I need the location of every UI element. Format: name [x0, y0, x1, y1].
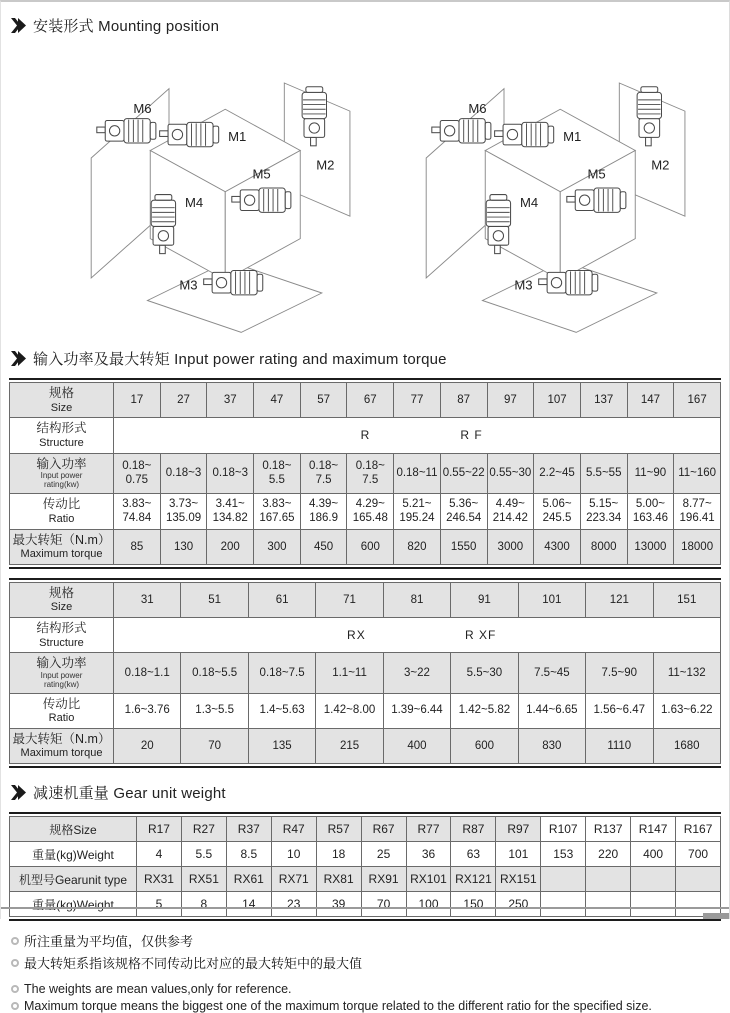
weight-cell: [631, 892, 676, 917]
size-cell: R167: [676, 817, 721, 842]
power-cell: 7.5~​45: [518, 653, 585, 693]
row-label-power: 输入功率 Input power rating(kw): [10, 653, 114, 693]
gearunit-type-cell: RX81: [316, 867, 361, 892]
power-cell: 11~​90: [627, 453, 674, 493]
size-cell: 151: [653, 582, 721, 617]
ratio-cell: 1.42~​5.82: [451, 693, 518, 728]
size-cell: 87: [440, 383, 487, 418]
weight-cell: 700: [676, 842, 721, 867]
weight-cell: 400: [631, 842, 676, 867]
torque-cell: 820: [394, 529, 441, 564]
power-cell: 3~​22: [383, 653, 450, 693]
section-marker-icon: [11, 785, 26, 800]
power-cell: 0.18~​7.5: [248, 653, 315, 693]
gearunit-type-cell: [631, 867, 676, 892]
gearunit-type-cell: RX151: [496, 867, 541, 892]
weight-cell: 39: [316, 892, 361, 917]
ratio-cell: 1.39~​6.44: [383, 693, 450, 728]
torque-cell: 85: [114, 529, 161, 564]
torque-cell: 20: [114, 728, 181, 763]
size-cell: R17: [137, 817, 182, 842]
power-cell: 0.18~​5.5: [254, 453, 301, 493]
mounting-diagram-left: [39, 38, 374, 338]
weight-cell: 153: [541, 842, 586, 867]
weight-section-header: [1, 782, 729, 803]
table-row-power: [10, 653, 721, 693]
size-cell: 51: [181, 582, 248, 617]
weight-cell: 10: [271, 842, 316, 867]
power-cell: 11~​132: [653, 653, 721, 693]
size-cell: 27: [160, 383, 207, 418]
structure-cell: [114, 418, 721, 453]
mounting-diagram-right: [374, 38, 709, 338]
torque-cell: 1680: [653, 728, 721, 763]
ratio-cell: 3.73~​135.09: [160, 493, 207, 529]
gearunit-type-cell: [586, 867, 631, 892]
size-cell: 167: [674, 383, 721, 418]
bullet-ring-icon: [11, 937, 19, 945]
torque-cell: 200: [207, 529, 254, 564]
power-cell: 0.18~​11: [394, 453, 441, 493]
weight-cell: 220: [586, 842, 631, 867]
weight-cell: 25: [361, 842, 406, 867]
ratio-cell: 5.21~​195.24: [394, 493, 441, 529]
gearunit-type-cell: [541, 867, 586, 892]
note-line: [11, 931, 719, 950]
row-label-structure: 结构形式 Structure: [10, 618, 114, 653]
row-label-ratio: 传动比 Ratio: [10, 693, 114, 728]
size-cell: 97: [487, 383, 534, 418]
ratio-cell: 3.83~​167.65: [254, 493, 301, 529]
structure-rx: RX: [347, 628, 366, 643]
size-cell: 121: [586, 582, 653, 617]
torque-cell: 400: [383, 728, 450, 763]
weight-section-title: 减速机重量 Gear unit weight: [33, 785, 226, 803]
ratio-cell: 1.6~​3.76: [114, 693, 181, 728]
size-cell: 61: [248, 582, 315, 617]
torque-cell: 8000: [580, 529, 627, 564]
ratio-cell: 3.41~​134.82: [207, 493, 254, 529]
ratio-cell: 4.29~​165.48: [347, 493, 394, 529]
power-section-header: [1, 348, 729, 369]
size-cell: R27: [181, 817, 226, 842]
row-label-size: 规格Size: [10, 817, 137, 842]
size-cell: 67: [347, 383, 394, 418]
size-cell: R37: [226, 817, 271, 842]
size-cell: R57: [316, 817, 361, 842]
power-section-title: 输入功率及最大转矩 Input power rating and maximum torque: [33, 351, 447, 368]
gearunit-type-cell: RX121: [451, 867, 496, 892]
weight-cell: 101: [496, 842, 541, 867]
ratio-cell: 3.83~​74.84: [114, 493, 161, 529]
weight-cell: 36: [406, 842, 451, 867]
row-label-power: 输入功率 Input power rating(kw): [10, 453, 114, 493]
power-cell: 0.18~​5.5: [181, 653, 248, 693]
weight-cell: [541, 892, 586, 917]
table-row-structure: [10, 618, 721, 653]
power-cell: 5.5~​30: [451, 653, 518, 693]
weight-cell: 18: [316, 842, 361, 867]
power-table-2: [9, 582, 721, 764]
power-cell: 0.18~​3: [207, 453, 254, 493]
gearunit-type-cell: RX91: [361, 867, 406, 892]
size-cell: R137: [586, 817, 631, 842]
torque-cell: 3000: [487, 529, 534, 564]
weight-cell: 63: [451, 842, 496, 867]
weight-cell: 8.5: [226, 842, 271, 867]
size-cell: R97: [496, 817, 541, 842]
size-cell: 37: [207, 383, 254, 418]
power-cell: 7.5~​90: [586, 653, 653, 693]
size-cell: 77: [394, 383, 441, 418]
ratio-cell: 5.36~​246.54: [440, 493, 487, 529]
power-cell: 11~​160: [674, 453, 721, 493]
table-row-weight-2: [10, 892, 721, 917]
torque-cell: 13000: [627, 529, 674, 564]
note-text: The weights are mean values,only for reference.: [24, 982, 292, 997]
note-text: Maximum torque means the biggest one of the maximum torque related to the different ratio for the specified size.: [24, 999, 652, 1013]
table-row-power: [10, 453, 721, 493]
size-cell: 101: [518, 582, 585, 617]
weight-cell: 23: [271, 892, 316, 917]
power-cell: 0.18~​7.5: [347, 453, 394, 493]
note-text: 最大转矩系指该规格不同传动比对应的最大转矩中的最大值: [24, 956, 363, 972]
ratio-cell: 4.49~​214.42: [487, 493, 534, 529]
ratio-cell: 1.4~​5.63: [248, 693, 315, 728]
size-cell: 137: [580, 383, 627, 418]
size-cell: 71: [316, 582, 383, 617]
ratio-cell: 1.3~​5.5: [181, 693, 248, 728]
page-bottom-rule: [1, 907, 729, 909]
weight-cell: 4: [137, 842, 182, 867]
table-row-ratio: [10, 693, 721, 728]
size-cell: 47: [254, 383, 301, 418]
mounting-section-header: [1, 15, 729, 36]
torque-cell: 1550: [440, 529, 487, 564]
table-row-size: [10, 582, 721, 617]
row-label-weight: 重量(kg)Weight: [10, 842, 137, 867]
power-cell: 0.18~​7.5: [300, 453, 347, 493]
torque-cell: 830: [518, 728, 585, 763]
torque-cell: 600: [451, 728, 518, 763]
row-label-ratio: 传动比 Ratio: [10, 493, 114, 529]
size-cell: 147: [627, 383, 674, 418]
page-corner-tab: [703, 913, 729, 919]
bullet-ring-icon: [11, 985, 19, 993]
note-text: 所注重量为平均值，仅供参考: [24, 934, 194, 950]
torque-cell: 130: [160, 529, 207, 564]
power-table-2-wrap: [9, 578, 721, 768]
gearunit-type-cell: RX71: [271, 867, 316, 892]
weight-cell: 100: [406, 892, 451, 917]
size-cell: 57: [300, 383, 347, 418]
footnotes-zh: [11, 931, 719, 972]
table-row-size: [10, 817, 721, 842]
torque-cell: 135: [248, 728, 315, 763]
torque-cell: 18000: [674, 529, 721, 564]
structure-cell: [114, 618, 721, 653]
structure-rxf: R XF: [464, 628, 497, 643]
weight-cell: 70: [361, 892, 406, 917]
weight-cell: 5.5: [181, 842, 226, 867]
torque-cell: 70: [181, 728, 248, 763]
weight-cell: [586, 892, 631, 917]
weight-cell: 8: [181, 892, 226, 917]
ratio-cell: 1.56~​6.47: [586, 693, 653, 728]
power-cell: 2.2~​45: [534, 453, 581, 493]
gearunit-type-cell: RX51: [181, 867, 226, 892]
row-label-size: 规格 Size: [10, 383, 114, 418]
size-cell: R107: [541, 817, 586, 842]
gearunit-type-cell: RX101: [406, 867, 451, 892]
weight-table: [9, 816, 721, 917]
ratio-cell: 5.00~​163.46: [627, 493, 674, 529]
power-cell: 0.55~​30: [487, 453, 534, 493]
row-label-gearunit-type: 机型号Gearunit type: [10, 867, 137, 892]
structure-r: R: [360, 428, 371, 443]
ratio-cell: 1.42~​8.00: [316, 693, 383, 728]
weight-cell: 14: [226, 892, 271, 917]
section-marker-icon: [11, 351, 26, 366]
table-row-size: [10, 383, 721, 418]
bullet-ring-icon: [11, 1002, 19, 1010]
row-label-structure: 结构形式 Structure: [10, 418, 114, 453]
power-cell: 0.55~​22: [440, 453, 487, 493]
note-line: [11, 953, 719, 972]
torque-cell: 300: [254, 529, 301, 564]
weight-cell: 5: [137, 892, 182, 917]
size-cell: R147: [631, 817, 676, 842]
power-table-1: [9, 382, 721, 565]
structure-rf: R F: [460, 428, 483, 443]
size-cell: R47: [271, 817, 316, 842]
power-cell: 1.1~​11: [316, 653, 383, 693]
torque-cell: 600: [347, 529, 394, 564]
size-cell: R77: [406, 817, 451, 842]
torque-cell: 450: [300, 529, 347, 564]
gearunit-type-cell: [676, 867, 721, 892]
power-cell: 0.18~​3: [160, 453, 207, 493]
note-line: [11, 982, 719, 996]
row-label-size: 规格 Size: [10, 582, 114, 617]
ratio-cell: 8.77~​196.41: [674, 493, 721, 529]
power-cell: 5.5~​55: [580, 453, 627, 493]
table-row-structure: [10, 418, 721, 453]
size-cell: 17: [114, 383, 161, 418]
size-cell: 81: [383, 582, 450, 617]
ratio-cell: 5.15~​223.34: [580, 493, 627, 529]
size-cell: R67: [361, 817, 406, 842]
table-row-torque: [10, 529, 721, 564]
section-marker-icon: [11, 18, 26, 33]
torque-cell: 1110: [586, 728, 653, 763]
mounting-section-title: 安装形式 Mounting position: [33, 18, 220, 35]
footnotes: [1, 921, 729, 1013]
power-cell: 0.18~​0.75: [114, 453, 161, 493]
weight-cell: 250: [496, 892, 541, 917]
gearunit-type-cell: RX61: [226, 867, 271, 892]
bullet-ring-icon: [11, 959, 19, 967]
torque-cell: 215: [316, 728, 383, 763]
power-cell: 0.18~​1.1: [114, 653, 181, 693]
weight-table-wrap: [9, 812, 721, 921]
ratio-cell: 1.44~​6.65: [518, 693, 585, 728]
size-cell: 107: [534, 383, 581, 418]
gearunit-type-cell: RX31: [137, 867, 182, 892]
footnotes-en: [11, 982, 719, 1013]
ratio-cell: 4.39~​186.9: [300, 493, 347, 529]
row-label-weight-2: 重量(kg)Weight: [10, 892, 137, 917]
mounting-diagrams: [1, 36, 729, 338]
power-table-1-wrap: [9, 378, 721, 569]
table-row-ratio: [10, 493, 721, 529]
ratio-cell: 5.06~​245.5: [534, 493, 581, 529]
size-cell: 31: [114, 582, 181, 617]
table-row-gearunit-type: [10, 867, 721, 892]
size-cell: 91: [451, 582, 518, 617]
table-row-torque: [10, 728, 721, 763]
row-label-torque: 最大转矩（N.m） Maximum torque: [10, 728, 114, 763]
row-label-torque: 最大转矩（N.m） Maximum torque: [10, 529, 114, 564]
size-cell: R87: [451, 817, 496, 842]
table-row-weight: [10, 842, 721, 867]
note-line: [11, 999, 719, 1013]
torque-cell: 4300: [534, 529, 581, 564]
weight-cell: 150: [451, 892, 496, 917]
ratio-cell: 1.63~​6.22: [653, 693, 721, 728]
